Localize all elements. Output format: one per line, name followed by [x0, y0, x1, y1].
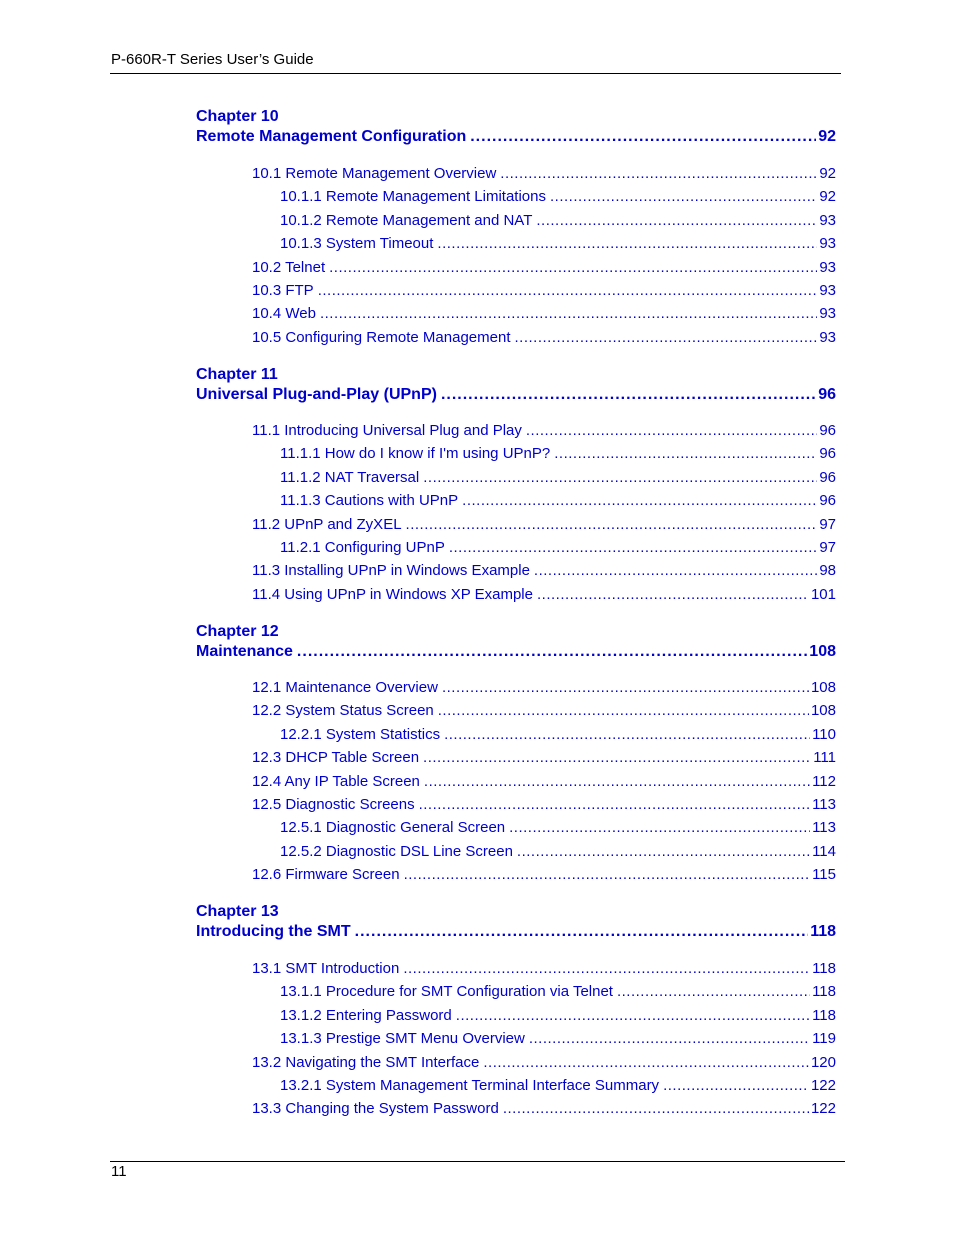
toc-entry[interactable] [252, 562, 836, 580]
toc-entry-title: 12.2 System Status Screen [252, 702, 434, 720]
toc-entry-title: 10.5 Configuring Remote Management [252, 328, 511, 346]
dot-leader [297, 642, 807, 662]
dot-leader [403, 960, 810, 978]
toc-entry[interactable] [252, 773, 836, 791]
dot-leader [424, 773, 810, 791]
dot-leader [554, 445, 817, 463]
toc-entry[interactable] [252, 960, 836, 978]
toc-entry[interactable] [252, 586, 836, 604]
toc-entry[interactable] [280, 1030, 836, 1048]
toc-entry-title: 10.1.1 Remote Management Limitations [280, 188, 546, 206]
toc-entry-title: 12.6 Firmware Screen [252, 866, 400, 884]
toc-entry-page: 101 [810, 585, 836, 603]
toc-entry-page: 93 [819, 282, 836, 299]
dot-leader [617, 983, 810, 1001]
toc-entry[interactable] [280, 492, 836, 510]
dot-leader [509, 819, 810, 837]
toc-entry-title: 10.1.2 Remote Management and NAT [280, 211, 533, 229]
toc-entry-title: 13.1.3 Prestige SMT Menu Overview [280, 1030, 525, 1048]
chapter-label: Chapter 12 [196, 623, 279, 640]
toc-entry-page: 108 [810, 702, 836, 720]
toc-entry-page: 97 [819, 515, 836, 533]
dot-leader [442, 679, 809, 697]
chapter-page: 108 [809, 643, 836, 660]
dot-leader [404, 866, 811, 884]
toc-entry-title: 12.5 Diagnostic Screens [252, 796, 415, 813]
dot-leader [406, 516, 818, 534]
toc-entry[interactable] [280, 469, 836, 487]
toc-entry[interactable] [280, 212, 836, 230]
chapter-heading[interactable] [196, 365, 836, 405]
toc-entry-title: 11.1.1 How do I know if I'm using UPnP? [280, 445, 551, 463]
toc-entry-page: 93 [819, 258, 836, 276]
dot-leader [517, 843, 810, 861]
dot-leader [550, 188, 817, 206]
toc-entry-page: 113 [812, 819, 836, 837]
chapter-title: Introducing the SMT [196, 923, 351, 940]
dot-leader [663, 1077, 809, 1095]
toc-entry[interactable] [252, 165, 836, 183]
toc-entry-title: 11.3 Installing UPnP in Windows Example [252, 562, 530, 580]
toc-entry-title: 10.1 Remote Management Overview [252, 165, 497, 182]
dot-leader [503, 1100, 809, 1118]
chapter-title-line[interactable] [196, 127, 836, 147]
toc-entry-title: 11.2 UPnP and ZyXEL [252, 515, 402, 533]
toc-entry-page: 110 [812, 725, 836, 743]
toc-entry[interactable] [252, 305, 836, 323]
toc-entry[interactable] [252, 1054, 836, 1072]
toc-entry-title: 12.3 DHCP Table Screen [252, 749, 420, 767]
toc-entry-page: 97 [819, 539, 836, 556]
dot-leader [320, 305, 817, 323]
dot-leader [526, 422, 817, 440]
toc-entry-page: 93 [819, 328, 836, 346]
toc-entry-page: 118 [812, 1006, 836, 1024]
toc-entry[interactable] [252, 1100, 836, 1118]
toc-entry[interactable] [252, 702, 836, 720]
dot-leader [529, 1030, 810, 1048]
toc-entry-page: 93 [819, 235, 836, 253]
toc-entry[interactable] [252, 866, 836, 884]
dot-leader [456, 1007, 810, 1025]
chapter-page: 96 [818, 386, 836, 403]
dot-leader [329, 259, 817, 277]
toc-entry-title: 10.4 Web [252, 305, 316, 323]
toc-entry-title: 11.4 Using UPnP in Windows XP Example [252, 585, 533, 603]
dot-leader [441, 385, 816, 405]
toc-entry-title: 11.2.1 Configuring UPnP [280, 539, 445, 556]
toc-entry-title: 10.2 Telnet [252, 258, 326, 276]
toc-entry-page: 98 [819, 562, 836, 580]
toc-entry-title: 11.1.3 Cautions with UPnP [280, 492, 459, 510]
toc-entry-page: 93 [819, 211, 836, 229]
dot-leader [318, 282, 818, 300]
page-number: 11 [111, 1163, 127, 1180]
dot-leader [444, 726, 810, 744]
dot-leader [537, 586, 809, 604]
dot-leader [462, 492, 817, 510]
dot-leader [483, 1054, 809, 1072]
toc-entry-page: 120 [810, 1053, 836, 1071]
toc-entry-title: 13.1.2 Entering Password [280, 1006, 452, 1024]
toc-entry[interactable] [252, 796, 836, 814]
chapter-page: 118 [810, 923, 836, 940]
chapter-title-line[interactable] [196, 922, 836, 942]
dot-leader [515, 329, 818, 347]
toc-entry-title: 10.3 FTP [252, 282, 314, 299]
chapter-title: Remote Management Configuration [196, 128, 467, 145]
toc-entry[interactable] [252, 679, 836, 697]
running-header: P-660R-T Series User’s Guide [111, 51, 314, 68]
toc-entry-page: 96 [819, 422, 836, 439]
dot-leader [438, 702, 809, 720]
toc-entry[interactable] [280, 445, 836, 463]
chapter-page: 92 [818, 128, 836, 145]
toc-entry-title: 13.2.1 System Management Terminal Interface Summary [280, 1077, 660, 1094]
toc-entry[interactable] [280, 539, 836, 557]
toc-entry-page: 115 [812, 866, 836, 884]
toc-entry-page: 111 [813, 749, 836, 767]
toc-entry[interactable] [280, 726, 836, 744]
dot-leader [355, 922, 809, 942]
toc-entry-page: 122 [810, 1100, 836, 1118]
chapter-title-line[interactable] [196, 642, 836, 662]
dot-leader [419, 796, 810, 814]
toc-entry-page: 92 [819, 188, 836, 206]
toc-entry-title: 13.2 Navigating the SMT Interface [252, 1053, 480, 1071]
toc-entry[interactable] [280, 188, 836, 206]
toc-entry[interactable] [280, 819, 836, 837]
toc-entry-page: 122 [810, 1077, 836, 1094]
toc-entry[interactable] [252, 259, 836, 277]
dot-leader [449, 539, 817, 557]
toc-entry-title: 12.2.1 System Statistics [280, 725, 441, 743]
chapter-title-line[interactable] [196, 385, 836, 405]
chapter-heading[interactable] [196, 902, 836, 942]
toc-entry-title: 10.1.3 System Timeout [280, 235, 434, 253]
toc-entry-title: 11.1 Introducing Universal Plug and Play [252, 422, 522, 439]
dot-leader [470, 127, 816, 147]
toc-entry-page: 96 [819, 492, 836, 510]
toc-entry-title: 13.3 Changing the System Password [252, 1100, 499, 1118]
toc-entry[interactable] [280, 983, 836, 1001]
dot-leader [423, 749, 811, 767]
toc-entry-title: 13.1 SMT Introduction [252, 960, 400, 977]
toc-entry-page: 118 [812, 960, 836, 977]
toc-entry-title: 12.5.2 Diagnostic DSL Line Screen [280, 842, 513, 860]
toc-entry-page: 96 [819, 468, 836, 486]
toc-entry-page: 93 [819, 305, 836, 323]
chapter-title: Maintenance [196, 643, 293, 660]
toc-entry-page: 92 [819, 165, 836, 182]
toc-entry-page: 113 [812, 796, 836, 813]
dot-leader [536, 212, 817, 230]
toc-entry-page: 108 [810, 679, 836, 696]
toc-entry[interactable] [280, 1007, 836, 1025]
toc-entry[interactable] [252, 282, 836, 300]
chapter-title: Universal Plug-and-Play (UPnP) [196, 386, 437, 403]
dot-leader [534, 562, 817, 580]
toc-entry-title: 12.5.1 Diagnostic General Screen [280, 819, 506, 837]
toc-entry[interactable] [252, 422, 836, 440]
header-rule [110, 73, 841, 74]
toc-entry-title: 12.4 Any IP Table Screen [252, 772, 420, 790]
toc-entry[interactable] [280, 1077, 836, 1095]
toc-entry[interactable] [252, 749, 836, 767]
chapter-label: Chapter 10 [196, 108, 279, 125]
dot-leader [437, 235, 817, 253]
footer-rule [110, 1161, 845, 1162]
dot-leader [423, 469, 817, 487]
toc-entry[interactable] [280, 843, 836, 861]
toc-entry[interactable] [252, 329, 836, 347]
chapter-heading[interactable] [196, 622, 836, 662]
toc-entry-page: 114 [812, 842, 836, 860]
toc-entry-page: 119 [812, 1030, 836, 1048]
toc-entry-page: 118 [812, 983, 836, 1001]
chapter-label: Chapter 11 [196, 366, 278, 383]
toc-entry[interactable] [252, 516, 836, 534]
toc-entry[interactable] [280, 235, 836, 253]
toc-entry-title: 11.1.2 NAT Traversal [280, 468, 420, 486]
chapter-heading[interactable] [196, 107, 836, 147]
dot-leader [500, 165, 817, 183]
toc-entry-page: 96 [819, 445, 836, 463]
toc-entry-page: 112 [812, 772, 836, 790]
chapter-label: Chapter 13 [196, 903, 279, 920]
toc-entry-title: 13.1.1 Procedure for SMT Configuration via Telnet [280, 983, 613, 1001]
toc-entry-title: 12.1 Maintenance Overview [252, 679, 438, 696]
